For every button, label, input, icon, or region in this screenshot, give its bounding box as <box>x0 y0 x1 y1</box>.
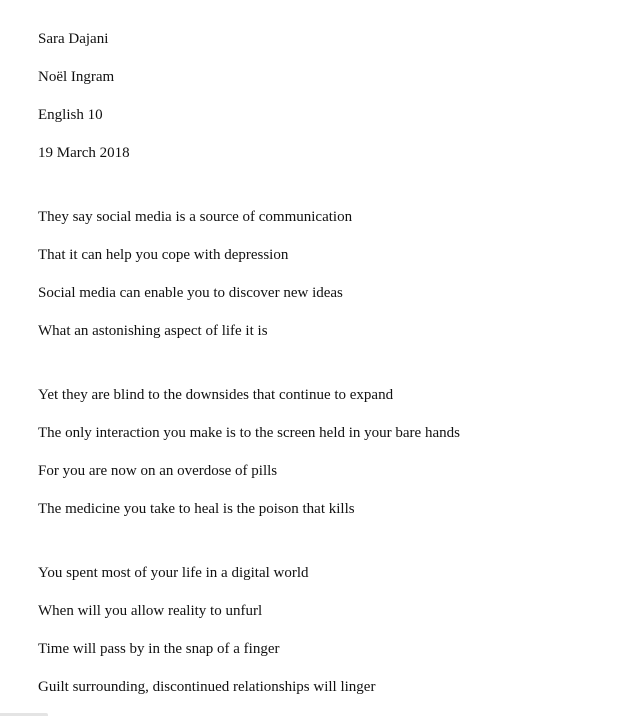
poem-line: The medicine you take to heal is the poison that kills <box>38 501 355 517</box>
poem-line: Social media can enable you to discover new ideas <box>38 285 343 301</box>
poem-line: Guilt surrounding, discontinued relationships will linger <box>38 679 376 695</box>
document-date: 19 March 2018 <box>38 145 130 161</box>
poem-line: You spent most of your life in a digital world <box>38 565 309 581</box>
course-name: English 10 <box>38 107 103 123</box>
poem-line: That it can help you cope with depression <box>38 247 289 263</box>
teacher-name: Noël Ingram <box>38 69 115 85</box>
poem-line: The only interaction you make is to the screen held in your bare hands <box>38 425 460 441</box>
poem-line: When will you allow reality to unfurl <box>38 603 263 619</box>
student-name: Sara Dajani <box>38 31 109 47</box>
poem-line: Time will pass by in the snap of a finger <box>38 641 280 657</box>
poem-line: They say social media is a source of communication <box>38 209 353 225</box>
poem-line: What an astonishing aspect of life it is <box>38 323 268 339</box>
poem-line: Yet they are blind to the downsides that continue to expand <box>38 387 394 403</box>
poem-line: For you are now on an overdose of pills <box>38 463 278 479</box>
